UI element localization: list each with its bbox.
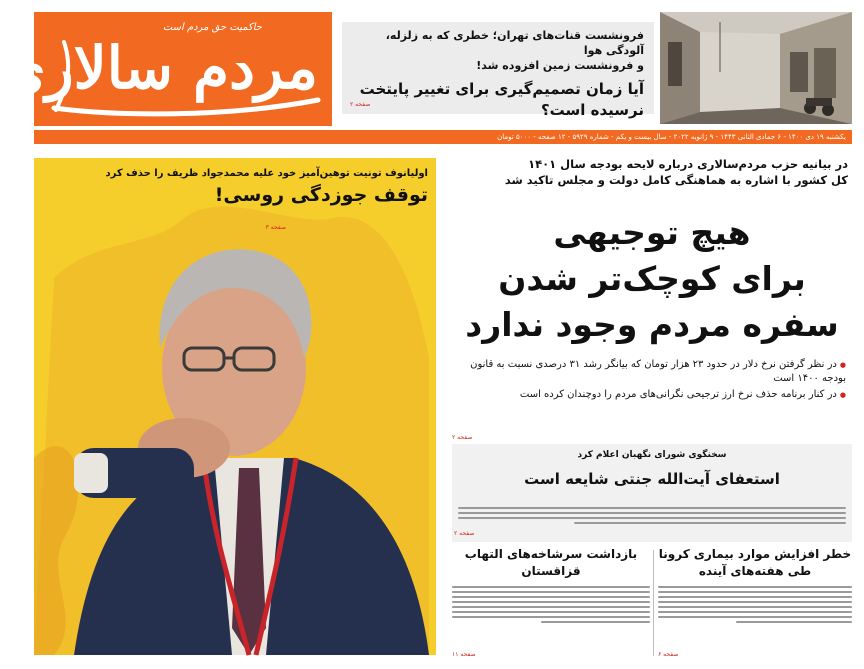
corona-body-text: [658, 586, 852, 623]
alley-photo: [660, 12, 852, 124]
body-text-line: [452, 606, 650, 608]
portrait-illustration: [34, 158, 436, 655]
main-story[interactable]: [452, 156, 852, 446]
body-text-line: [452, 591, 650, 593]
kazakhstan-title-line-1: بازداشت سرشاخه‌های التهاب: [464, 547, 638, 561]
teaser-headline-line-1: آیا زمان تصمیم‌گیری برای تغییر پایتخت: [359, 80, 644, 98]
body-text-line: [658, 611, 852, 613]
resign-body-text: [458, 504, 846, 527]
teaser-headline-line-2: نرسیده است؟: [540, 101, 644, 119]
newspaper-logo: مردم سالاری: [0, 34, 318, 102]
teaser-headline: [352, 79, 644, 121]
column-divider: [653, 550, 654, 656]
poster-kicker: اولیانوف تونیت توهین‌آمیز خود علیه محمدجواد ظریف را حذف کرد: [105, 168, 428, 179]
resign-headline: استعفای آیت‌الله جنتی شایعه است: [524, 470, 780, 488]
masthead-logo: [0, 12, 332, 126]
main-bullet-1: ● در نظر گرفتن نرخ دلار در حدود ۲۳ هزار تومان که بیانگر رشد ۳۱ درصدی نسبت به قانون بودجه ۱۴۰۰ است: [458, 358, 846, 386]
resign-kicker: سخنگوی شورای نگهبان اعلام کرد: [577, 450, 727, 460]
corona-title-line-1: خطر افزایش موارد بیماری کرونا: [658, 547, 852, 561]
body-text-line: [458, 512, 846, 514]
resignation-story[interactable]: [452, 444, 852, 542]
date-issue-bar: یکشنبه ۱۹ دی ۱۴۰۰ - ۶ جمادی الثانی ۱۴۴۳ - ۹ ژانویه ۲۰۲۲ - سال بیست و یکم - شماره ۵۹۲۹ - ۱۲ صفحه - ۵۰۰۰ تومان: [34, 130, 852, 144]
main-headline: [452, 210, 852, 348]
body-text-line: [658, 596, 852, 598]
body-text-line: [458, 507, 846, 509]
teaser-kicker-line-2: و فرونشست زمین افزوده شد!: [476, 59, 644, 72]
main-headline-line-3: سفره مردم وجود ندارد: [465, 305, 839, 344]
body-text-line: [452, 611, 650, 613]
body-text-line: [574, 522, 846, 524]
corona-title: [658, 546, 852, 580]
body-text-line: [658, 616, 852, 618]
body-text-line: [458, 517, 846, 519]
corona-story[interactable]: [658, 546, 852, 658]
kazakhstan-title-line-2: قزاقستان: [521, 564, 581, 578]
body-text-line: [452, 596, 650, 598]
body-text-line: [452, 616, 650, 618]
body-text-line: [658, 586, 852, 588]
masthead-slogan: حاکمیت حق مردم است: [162, 22, 262, 33]
corona-title-line-2: طی هفته‌های آینده: [698, 564, 812, 578]
teaser-page-ref[interactable]: صفحه ۲: [350, 101, 371, 108]
main-page-ref[interactable]: صفحه ۲: [452, 434, 473, 441]
poster-headline: توقف جوزدگی روسی!: [214, 184, 428, 206]
main-headline-line-2: برای کوچک‌تر شدن: [498, 259, 806, 298]
kazakhstan-page-ref[interactable]: صفحه ۱۱: [452, 651, 476, 658]
main-kicker-line-1: در بیانیه حزب مردم‌سالاری درباره لایحه بودجه سال ۱۴۰۱: [528, 157, 848, 171]
kazakhstan-title: [452, 546, 650, 580]
poster-feature[interactable]: [34, 158, 436, 655]
resign-page-ref[interactable]: صفحه ۲: [454, 530, 475, 537]
body-text-line: [452, 601, 650, 603]
body-text-line: [658, 591, 852, 593]
top-teaser-box[interactable]: [342, 22, 654, 119]
main-kicker-line-2: کل کشور با اشاره به هماهنگی کامل دولت و مجلس تاکید شد: [504, 173, 848, 187]
corona-page-ref[interactable]: صفحه ۶: [658, 651, 679, 658]
body-text-line: [736, 621, 852, 623]
body-text-line: [541, 621, 650, 623]
body-text-line: [658, 601, 852, 603]
body-text-line: [658, 606, 852, 608]
main-bullet-2: ● در کنار برنامه حذف نرخ ارز ترجیحی نگرانی‌های مردم را دوچندان کرده است: [458, 388, 846, 402]
poster-page-ref[interactable]: صفحه ۳: [265, 224, 286, 231]
body-text-line: [452, 586, 650, 588]
kazakhstan-body-text: [452, 586, 650, 623]
alley-photo-illustration: [660, 12, 852, 124]
teaser-kicker-line-1: فرونشست قنات‌های تهران؛ خطری که به زلزله، آلودگی هوا: [385, 29, 644, 57]
kazakhstan-story[interactable]: [452, 546, 650, 658]
main-bullet-list: [452, 358, 852, 402]
main-headline-line-1: هیچ توجیهی: [553, 213, 751, 252]
